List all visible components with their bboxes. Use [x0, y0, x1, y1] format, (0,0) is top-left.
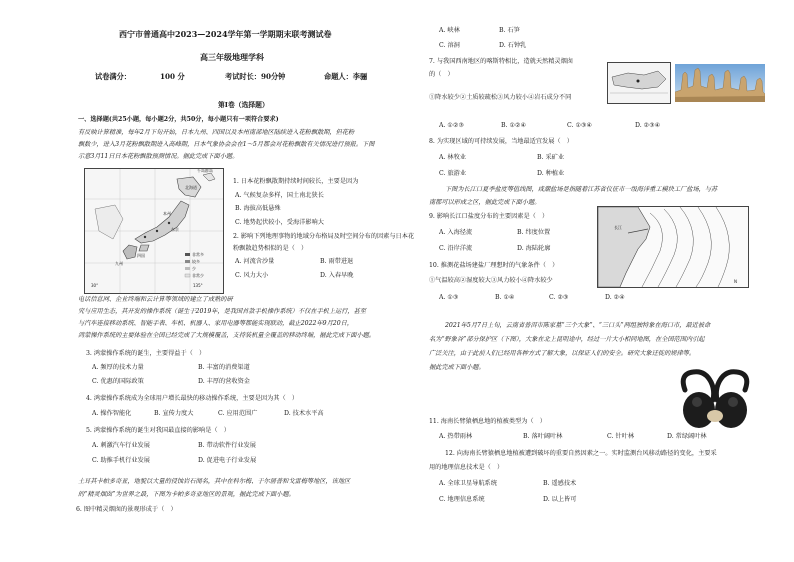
q4-option-b[interactable]: B. 宣传力度大	[154, 410, 194, 417]
passage-line: 飘数少，进入3月花粉飘散期进入高峰期，日本气象协会会在1～5月都会对花粉飘散有关情况进行预报。下图	[78, 141, 375, 148]
svg-text:135°: 135°	[193, 283, 203, 288]
q12-stem-line: 用的地理信息技术是（ ）	[429, 464, 504, 471]
q5-option-b[interactable]: B. 带动软件行业发展	[198, 442, 256, 449]
q5-option-a[interactable]: A. 刺激汽车行业发展	[92, 442, 150, 449]
q9-option-c[interactable]: C. 沿岸洋流	[439, 245, 473, 252]
turkey-locator-map	[607, 62, 671, 104]
q2-option-d[interactable]: D. 入春早晚	[320, 272, 354, 279]
q5-option-d[interactable]: D. 促进电子行业发展	[198, 457, 257, 464]
passage-line: 2021年5月7日上旬，云南省普洱市陈家墓“三个大象”、“三口头”两组独特象在海口市，最近被命	[445, 322, 711, 329]
q2-stem-line: 粉飘散趋势相似的是（ ）	[233, 245, 308, 252]
q7-stem-line: 的（ ）	[429, 71, 454, 78]
q8-option-c[interactable]: C. 旅游业	[439, 170, 467, 177]
full-score-value: 100 分	[160, 72, 185, 81]
passage-line: 鸿蒙操作系统的主要体验在全国已经完成了大规模覆盖，支持装机量全覆盖的移动终端，据此完成下面小题。	[78, 332, 375, 339]
svg-text:30°: 30°	[91, 283, 99, 288]
svg-text:九州: 九州	[115, 261, 123, 266]
q11-stem: 11. 海南长臂猿栖息地的植被类型为（ ）	[429, 418, 546, 425]
q6-option-a[interactable]: A. 峡林	[439, 27, 460, 34]
q10-option-d[interactable]: D. ②④	[605, 294, 625, 301]
q9-stem: 9. 影响长江口盐度分布的主要因素是（ ）	[429, 213, 549, 220]
q4-stem: 4. 鸿蒙操作系统成为全球用户增长最快的移动操作系统，主要是因为其（ ）	[86, 395, 299, 402]
q10-option-a[interactable]: A. ①③	[439, 294, 459, 301]
section-title: 第Ⅰ卷（选择题）	[218, 101, 269, 109]
q8-option-d[interactable]: D. 种植业	[537, 170, 565, 177]
q9-option-a[interactable]: A. 入海径流	[439, 229, 473, 236]
svg-text:东京: 东京	[171, 227, 179, 232]
q2-option-a[interactable]: A. 河流含沙量	[235, 258, 275, 265]
gibbon-photo	[675, 364, 755, 434]
q12-stem-line: 12. 向海南长臂猿栖息地植被遭到破坏的重要自然因素之一。实时监测台风移动路径的变化，主要采	[445, 450, 717, 457]
passage-line: 广泛关注，由于此前人们已经用各种方式了解大象，以保证人们的安全。研究大象迁徙的规律等。	[429, 350, 696, 357]
salinity-isoline-map	[597, 206, 749, 288]
q5-option-c[interactable]: C. 助推手机行业发展	[92, 457, 150, 464]
passage-line: 示意3月11日日本花粉飘散预测情况。据此完成下面小题。	[78, 153, 239, 160]
q3-option-b[interactable]: B. 丰富的消费渠道	[198, 364, 250, 371]
q4-option-a[interactable]: A. 操作智能化	[92, 410, 132, 417]
q5-stem: 5. 鸿蒙操作系统的诞生对我国最直接的影响是（ ）	[86, 427, 230, 434]
passage-line: 有反映计算精准，每年2月下旬开始，日本九州、四国以及本州南部地区陆续进入花粉飘散期，但花粉	[78, 129, 355, 136]
passage-line: 的“精灵烟囱”为世界之最，下图为卡帕多奇亚地区的景观，据此完成下面小题。	[78, 491, 295, 498]
q8-option-a[interactable]: A. 林牧业	[439, 154, 466, 161]
q2-stem-line: 2. 影响下列地理事物的地域分布格局及时空间分布的因素与日本花	[233, 233, 415, 240]
passage-line: 电话信息网、企业终端和云计算等领域的建立了成熟的研	[78, 296, 233, 303]
q4-option-d[interactable]: D. 技术水平高	[284, 410, 324, 417]
q7-items: ①降水较少②土质较疏松③风力较小④岩石成分不同	[429, 94, 572, 101]
japan-pollen-map	[84, 168, 224, 294]
passage-line: 究与应用生态，其开发的操作系统（诞生于2019年，是我国首款手机操作系统）不仅在手机上运行，甚至	[78, 308, 366, 315]
q7-option-c[interactable]: C. ①③④	[567, 122, 593, 129]
q10-stem: 10. 推测花盐场建盐厂理想时的气象条件（ ）	[429, 262, 559, 269]
svg-text:本州: 本州	[163, 211, 171, 216]
q10-items: ①气温较高②湿度较大③风力较小④降水较少	[429, 277, 553, 284]
q6-option-c[interactable]: C. 溶洞	[439, 42, 460, 49]
section-instruction: 一、选择题(共25小题，每小题2分，共50分，每小题只有一项符合要求)	[78, 116, 279, 123]
passage-line: 与汽车连接移动系统、智能手表、车机、机器人、家用电器等都能实现联动，截止2022年9月20日，	[78, 320, 354, 327]
q1-option-b[interactable]: B. 海拔高低悬殊	[235, 205, 281, 212]
q9-option-b[interactable]: B. 纬度位置	[517, 229, 551, 236]
q7-stem-line: 7. 与我国西南地区的喀斯特相比，造就天然精灵烟囱	[429, 58, 573, 65]
q7-option-d[interactable]: D. ②③④	[635, 122, 661, 129]
q11-option-b[interactable]: B. 落叶阔叶林	[523, 433, 563, 440]
q11-option-d[interactable]: D. 常绿阔叶林	[667, 433, 707, 440]
q10-option-b[interactable]: B. ①④	[495, 294, 515, 301]
q7-option-b[interactable]: B. ①②④	[501, 122, 527, 129]
passage-line: 南都可以形成之区，据此完成下面小题。	[429, 199, 541, 206]
q12-option-c[interactable]: C. 地理信息系统	[439, 496, 485, 503]
q2-option-b[interactable]: B. 雨带进退	[320, 258, 354, 265]
fairy-chimney-photo	[675, 64, 765, 102]
full-score-label: 试卷满分：	[95, 72, 131, 81]
q11-option-a[interactable]: A. 热带雨林	[439, 433, 473, 440]
q8-stem: 8. 为实现区域的可持续发展，当地最适宜发展（ ）	[429, 138, 573, 145]
passage-line: 据此完成下面小题。	[429, 364, 485, 371]
q3-option-c[interactable]: C. 优惠的国际政策	[92, 378, 144, 385]
passage-line: 土耳其卡帕多奇亚，地貌以大量的侵蚀岩石闻名，其中在科尔梅、于尔居普和戈雷梅等地区，该地区	[78, 478, 351, 485]
q11-option-c[interactable]: C. 针叶林	[607, 433, 635, 440]
q12-option-b[interactable]: B. 遥感技术	[543, 480, 577, 487]
q9-option-d[interactable]: D. 海陆轮廓	[517, 245, 551, 252]
svg-text:少: 少	[192, 266, 196, 271]
q1-stem: 1. 日本花粉飘散期持续时间较长，主要是因为	[233, 178, 359, 185]
q1-option-a[interactable]: A. 气候复杂多样，国土南北狭长	[235, 192, 324, 199]
coast-label: 长江	[614, 225, 622, 230]
q7-option-a[interactable]: A. ①②③	[439, 122, 465, 129]
exam-author: 命题人：李骊	[324, 72, 368, 81]
exam-title: 西宁市普通高中2023—2024学年第一学期期末联考测试卷	[119, 29, 332, 39]
svg-text:非常少: 非常少	[192, 273, 204, 278]
svg-text:四国: 四国	[137, 253, 145, 258]
svg-text:千岛群岛: 千岛群岛	[197, 169, 213, 173]
q3-stem: 3. 鸿蒙操作系统的诞生，主要得益于（ ）	[86, 350, 206, 357]
q12-option-a[interactable]: A. 全球卫星导航系统	[439, 480, 497, 487]
q3-option-a[interactable]: A. 频厚的技术力量	[92, 364, 144, 371]
q1-option-c[interactable]: C. 地势起伏较小，受海洋影响大	[235, 219, 324, 226]
q4-option-c[interactable]: C. 应用范围广	[218, 410, 258, 417]
svg-text:较多: 较多	[192, 259, 200, 264]
exam-subtitle: 高三年级地理学科	[200, 52, 264, 62]
q8-option-b[interactable]: B. 采矿业	[537, 154, 565, 161]
q6-option-d[interactable]: D. 石钟乳	[499, 42, 527, 49]
q10-option-c[interactable]: C. ②③	[549, 294, 569, 301]
q6-option-b[interactable]: B. 石笋	[499, 27, 520, 34]
passage-line: 下图为长江口夏季盐度等值线图，咸潮盐场是指随着江苏省仪征市一级海洋重工模块工厂盐场，与苏	[445, 186, 718, 193]
q2-option-c[interactable]: C. 风力大小	[235, 272, 269, 279]
passage-line: 名为“野象谷”部分保护区（下图），大象在北上昆明途中，经过一片大小相同地图，在全国范围内引起	[429, 336, 705, 343]
svg-text:北海道: 北海道	[185, 185, 197, 190]
q6-stem: 6. 图中精灵烟囱的景观形成于（ ）	[76, 506, 177, 513]
q12-option-d[interactable]: D. 以上皆可	[543, 496, 577, 503]
svg-text:非常多: 非常多	[192, 252, 204, 257]
exam-duration: 考试时长：90分钟	[225, 72, 286, 81]
svg-text:N: N	[734, 279, 737, 284]
q3-option-d[interactable]: D. 丰厚的营收资金	[198, 378, 250, 385]
